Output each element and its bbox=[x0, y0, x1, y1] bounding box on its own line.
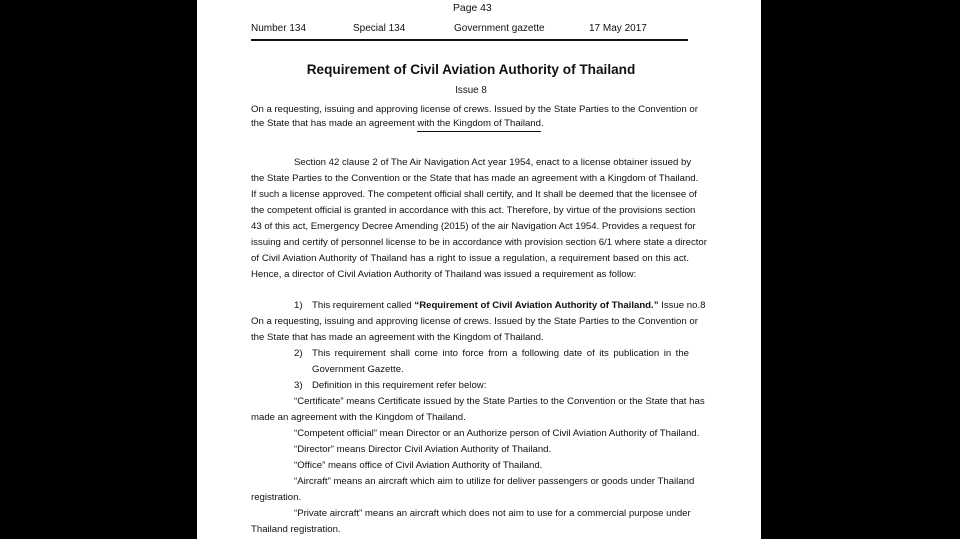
clause-1-text bbox=[312, 300, 705, 311]
header-gazette: Government gazette bbox=[454, 23, 545, 34]
intro-line-2-end: . bbox=[540, 118, 544, 129]
preamble-line: 43 of this act, Emergency Decree Amending (2015) of the air Navigation Act 1954. Provides a request for bbox=[251, 221, 696, 232]
clause-1-number: 1) bbox=[294, 300, 303, 311]
clause-1-line-2: On a requesting, issuing and approving license of crews. Issued by the State Parties to the Convention or bbox=[251, 316, 698, 327]
preamble-line: Section 42 clause 2 of The Air Navigation Act year 1954, enact to a license obtainer issued by bbox=[294, 157, 692, 168]
definition-aircraft-2: registration. bbox=[251, 492, 302, 503]
clause-3-text: Definition in this requirement refer below: bbox=[312, 380, 487, 391]
clause-2-line-2: Government Gazette. bbox=[312, 364, 404, 375]
preamble-line: the competent official is granted in accordance with this act. Therefore, by virtue of the provisions section bbox=[251, 205, 696, 216]
definition-private-1: “Private aircraft” means an aircraft which does not aim to use for a commercial purpose under bbox=[294, 508, 691, 519]
preamble-line: Hence, a director of Civil Aviation Authority of Thailand was issued a requirement as follow: bbox=[251, 269, 637, 280]
header-rule bbox=[251, 39, 688, 41]
issue-label: Issue 8 bbox=[455, 85, 487, 96]
intro-underlined-text: with the Kingdom of Thailand bbox=[417, 118, 541, 132]
document-title: Requirement of Civil Aviation Authority of Thailand bbox=[306, 62, 636, 77]
clause-2-number: 2) bbox=[294, 348, 303, 359]
clause-1-end: Issue no.8 bbox=[658, 300, 706, 311]
preamble-line: If such a license approved. The competent official shall certify, and It shall be deemed that the licensee of bbox=[251, 189, 697, 200]
intro-line-2-start: the State that has made an agreement bbox=[251, 118, 418, 129]
definition-private-2: Thailand registration. bbox=[251, 524, 341, 535]
preamble-line: issuing and certify of personnel license to be in accordance with provision section 6/1 where state a director bbox=[251, 237, 707, 248]
clause-2-line-1: This requirement shall come into force from a following date of its publication in the bbox=[312, 348, 689, 359]
intro-line-2 bbox=[251, 118, 544, 129]
header-date: 17 May 2017 bbox=[589, 23, 647, 34]
clause-1-bold: “Requirement of Civil Aviation Authority of Thailand.” bbox=[414, 300, 659, 311]
clause-1-line-3: the State that has made an agreement with the Kingdom of Thailand. bbox=[251, 332, 544, 343]
definition-competent: “Competent official” mean Director or an Authorize person of Civil Aviation Authority of Thailand. bbox=[294, 428, 700, 439]
definition-certificate-2: made an agreement with the Kingdom of Thailand. bbox=[251, 412, 466, 423]
preamble-line: the State Parties to the Convention or the State that has made an agreement with a Kingdom of Thailand. bbox=[251, 173, 699, 184]
document-page bbox=[197, 0, 761, 539]
clause-1-start: This requirement called bbox=[312, 300, 415, 311]
clause-3-number: 3) bbox=[294, 380, 303, 391]
preamble-line: of Civil Aviation Authority of Thailand has a right to issue a regulation, a requirement based on this act. bbox=[251, 253, 689, 264]
definition-certificate-1: “Certificate” means Certificate issued by the State Parties to the Convention or the State that has bbox=[294, 396, 705, 407]
definition-office: “Office” means office of Civil Aviation Authority of Thailand. bbox=[294, 460, 543, 471]
page-number: Page 43 bbox=[453, 3, 492, 14]
definition-director: “Director” means Director Civil Aviation Authority of Thailand. bbox=[294, 444, 552, 455]
header-special: Special 134 bbox=[353, 23, 406, 34]
header-number: Number 134 bbox=[251, 23, 307, 34]
definition-aircraft-1: “Aircraft” means an aircraft which aim to utilize for deliver passengers or goods under Thailand bbox=[294, 476, 695, 487]
intro-line-1: On a requesting, issuing and approving license of crews. Issued by the State Parties to the Convention or bbox=[251, 104, 698, 115]
